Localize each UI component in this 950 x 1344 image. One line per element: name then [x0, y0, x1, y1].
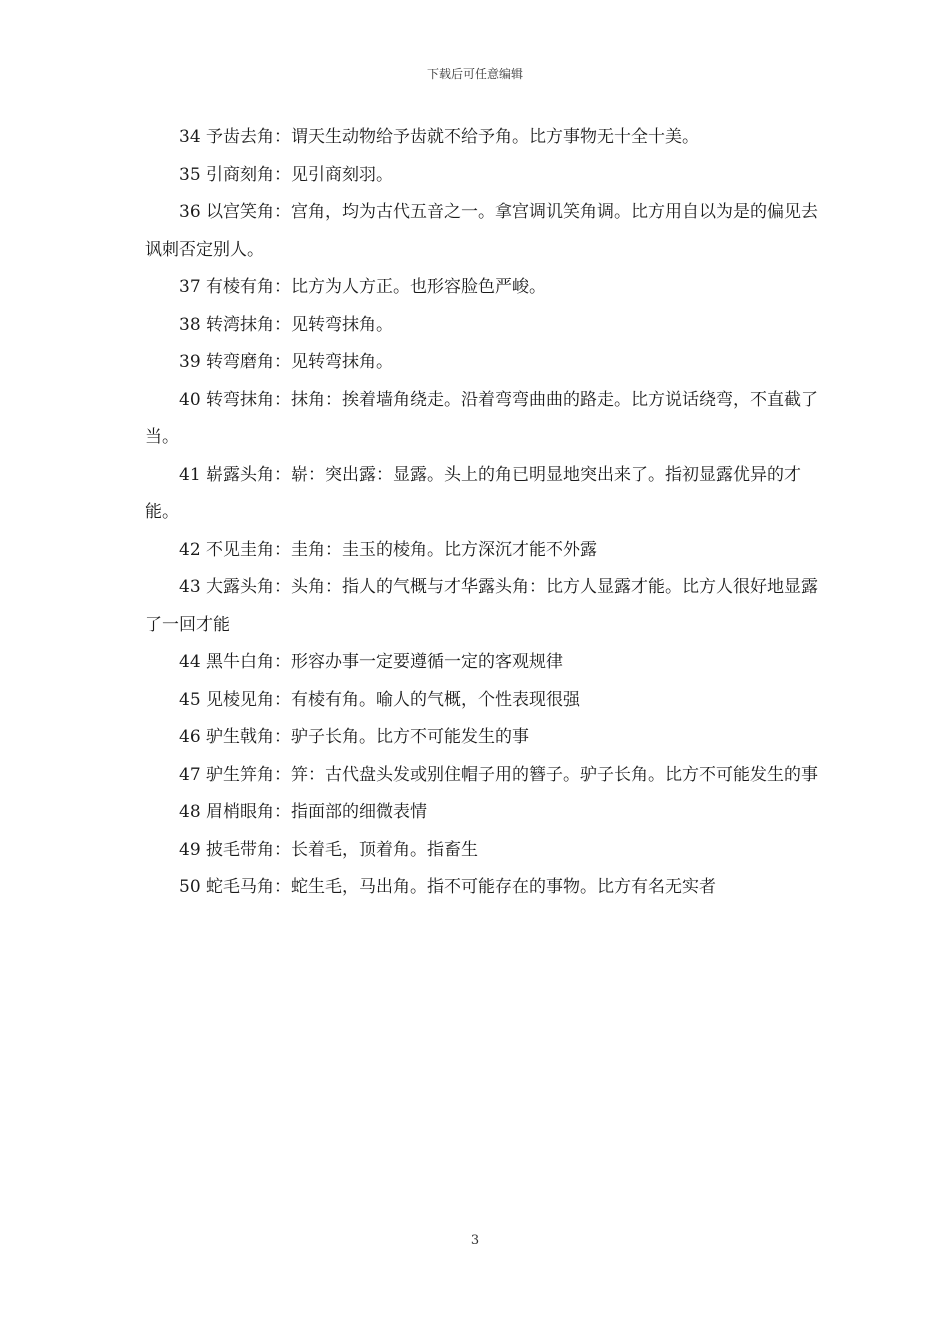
- entry-41: 41 崭露头角：崭：突出露：显露。头上的角已明显地突出来了。指初显露优异的才能。: [145, 464, 802, 522]
- entry-40: 40 转弯抹角：抹角：挨着墙角绕走。沿着弯弯曲曲的路走。比方说话绕弯，不直截了当。: [145, 389, 819, 447]
- page-number: 3: [470, 1233, 480, 1248]
- entry-48: 48 眉梢眼角：指面部的细微表情: [179, 802, 428, 822]
- entry-50: 50 蛇毛马角：蛇生毛，马出角。指不可能存在的事物。比方有名无实者: [179, 877, 717, 897]
- entry-34: 34 予齿去角：谓天生动物给予齿就不给予角。比方事物无十全十美。: [179, 127, 700, 147]
- entry-44: 44 黑牛白角：形容办事一定要遵循一定的客观规律: [179, 652, 564, 672]
- entry-46: 46 驴生戟角：驴子长角。比方不可能发生的事: [179, 727, 530, 747]
- document-body: [145, 119, 821, 907]
- page-header: 下载后可任意编辑: [426, 67, 523, 81]
- entry-38: 38 转湾抹角：见转弯抹角。: [179, 314, 394, 335]
- entry-47: 47 驴生笄角：笄：古代盘头发或别住帽子用的簪子。驴子长角。比方不可能发生的事: [179, 764, 819, 785]
- entry-36: 36 以宫笑角：宫角，均为古代五音之一。拿宫调讥笑角调。比方用自以为是的偏见去讽刺否定别人。: [145, 202, 819, 260]
- entry-35: 35 引商刻角：见引商刻羽。: [179, 164, 394, 185]
- entry-45: 45 见棱见角：有棱有角。喻人的气概，个性表现很强: [179, 689, 581, 710]
- entry-42: 42 不见圭角：圭角：圭玉的棱角。比方深沉才能不外露: [179, 539, 598, 560]
- entry-49: 49 披毛带角：长着毛，顶着角。指畜生: [179, 839, 479, 860]
- entry-43: 43 大露头角：头角：指人的气概与才华露头角：比方人显露才能。比方人很好地显露了一回才能: [145, 577, 819, 635]
- entry-39: 39 转弯磨角：见转弯抹角。: [179, 352, 394, 372]
- entry-37: 37 有棱有角：比方为人方正。也形容脸色严峻。: [179, 277, 547, 297]
